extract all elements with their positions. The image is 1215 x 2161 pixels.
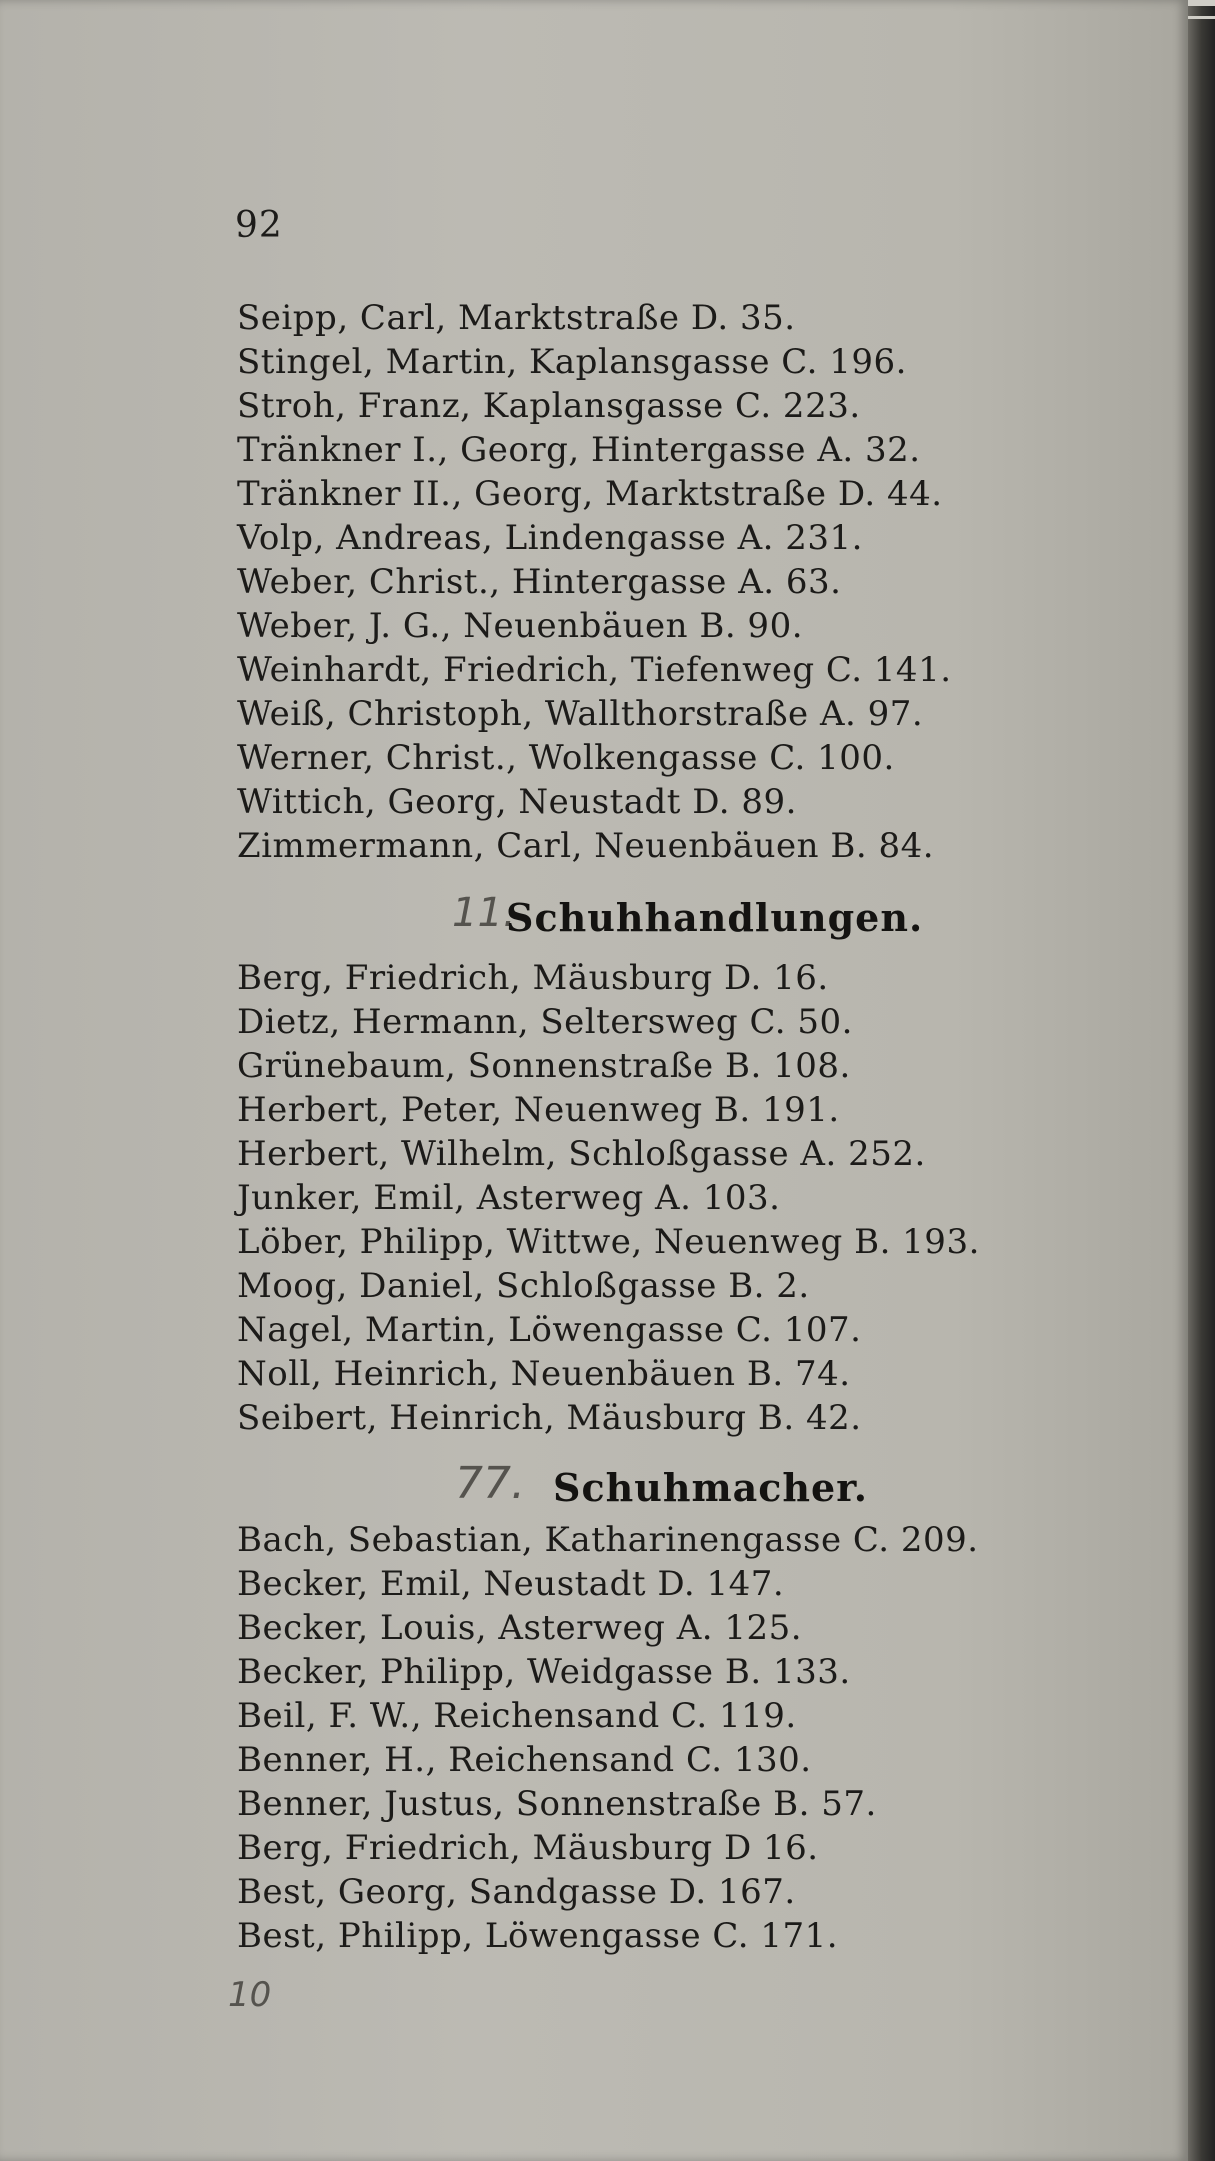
directory-entry: Herbert, Peter, Neuenweg B. 191. — [237, 1090, 840, 1130]
directory-entry: Löber, Philipp, Wittwe, Neuenweg B. 193. — [237, 1222, 980, 1262]
directory-entry: Volp, Andreas, Lindengasse A. 231. — [237, 518, 863, 558]
pencil-annotation: 77. — [455, 1458, 525, 1509]
directory-entry: Becker, Philipp, Weidgasse B. 133. — [237, 1652, 851, 1692]
directory-entry: Weber, Christ., Hintergasse A. 63. — [237, 562, 842, 602]
directory-entry: Dietz, Hermann, Seltersweg C. 50. — [237, 1002, 853, 1042]
page-number: 92 — [235, 205, 283, 246]
directory-entry: Tränkner I., Georg, Hintergasse A. 32. — [237, 430, 921, 470]
page-edge — [1188, 0, 1215, 2161]
section-heading-schuhmacher: Schuhmacher. — [553, 1465, 868, 1510]
directory-entry: Best, Georg, Sandgasse D. 167. — [237, 1872, 796, 1912]
directory-entry: Stroh, Franz, Kaplansgasse C. 223. — [237, 386, 861, 426]
pencil-annotation-footer: 10 — [228, 1975, 272, 2015]
directory-entry: Weinhardt, Friedrich, Tiefenweg C. 141. — [237, 650, 952, 690]
directory-entry: Berg, Friedrich, Mäusburg D. 16. — [237, 958, 829, 998]
page-edge-divider — [1188, 0, 1215, 6]
directory-entry: Grünebaum, Sonnenstraße B. 108. — [237, 1046, 851, 1086]
directory-entry: Tränkner II., Georg, Marktstraße D. 44. — [237, 474, 943, 514]
directory-entry: Herbert, Wilhelm, Schloßgasse A. 252. — [237, 1134, 926, 1174]
pencil-annotation: 11. — [452, 890, 516, 936]
directory-entry: Benner, H., Reichensand C. 130. — [237, 1740, 812, 1780]
directory-entry: Best, Philipp, Löwengasse C. 171. — [237, 1916, 839, 1956]
directory-entry: Werner, Christ., Wolkengasse C. 100. — [237, 738, 895, 778]
directory-entry: Becker, Louis, Asterweg A. 125. — [237, 1608, 803, 1648]
directory-entry: Nagel, Martin, Löwengasse C. 107. — [237, 1310, 862, 1350]
directory-entry: Noll, Heinrich, Neuenbäuen B. 74. — [237, 1354, 851, 1394]
directory-entry: Zimmermann, Carl, Neuenbäuen B. 84. — [237, 826, 935, 866]
directory-entry: Weber, J. G., Neuenbäuen B. 90. — [237, 606, 804, 646]
directory-entry: Weiß, Christoph, Wallthorstraße A. 97. — [237, 694, 924, 734]
directory-entry: Seipp, Carl, Marktstraße D. 35. — [237, 298, 796, 338]
directory-entry: Becker, Emil, Neustadt D. 147. — [237, 1564, 785, 1604]
directory-entry: Wittich, Georg, Neustadt D. 89. — [237, 782, 797, 822]
directory-entry: Beil, F. W., Reichensand C. 119. — [237, 1696, 797, 1736]
directory-entry: Seibert, Heinrich, Mäusburg B. 42. — [237, 1398, 862, 1438]
directory-entry: Junker, Emil, Asterweg A. 103. — [237, 1178, 781, 1218]
directory-entry: Bach, Sebastian, Katharinengasse C. 209. — [237, 1520, 979, 1560]
section-heading-schuhhandlungen: Schuhhandlungen. — [506, 895, 924, 940]
directory-entry: Berg, Friedrich, Mäusburg D 16. — [237, 1828, 819, 1868]
directory-entry: Stingel, Martin, Kaplansgasse C. 196. — [237, 342, 907, 382]
directory-entry: Moog, Daniel, Schloßgasse B. 2. — [237, 1266, 810, 1306]
directory-entry: Benner, Justus, Sonnenstraße B. 57. — [237, 1784, 877, 1824]
page-edge-divider — [1188, 16, 1215, 19]
